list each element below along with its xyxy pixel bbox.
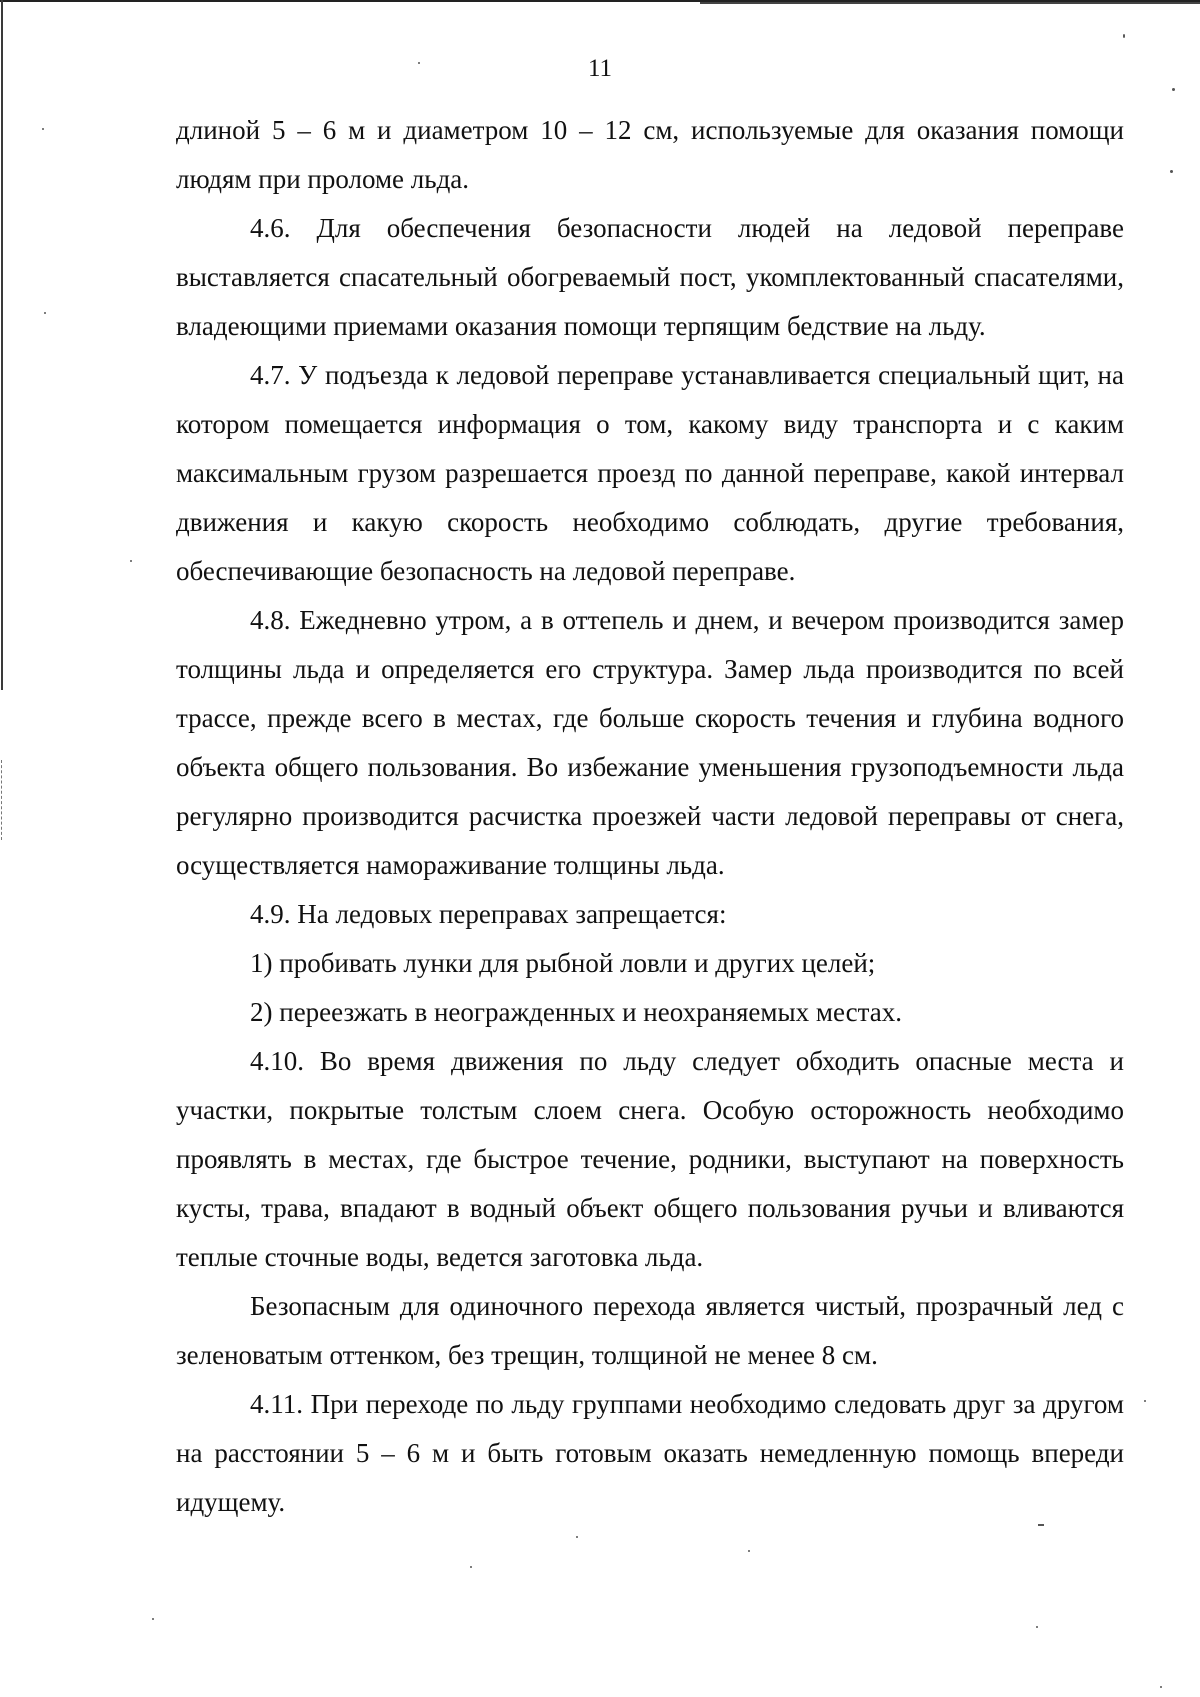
- scan-left-edge: [1, 0, 3, 690]
- scan-speck: [1172, 88, 1175, 91]
- scan-top-edge-segment: [700, 2, 1200, 4]
- scan-speck: [42, 128, 44, 130]
- scan-speck: [470, 1566, 472, 1568]
- paragraph-4-9: 4.9. На ледовых переправах запрещается:: [250, 899, 727, 929]
- paragraph-4-7: 4.7. У подъезда к ледовой переправе устанавливается специальный щит, на котором помещается информация о том, какому виду транспорта и с каким максимальным грузом разрешается проезд по данной переправе, какой интервал движения и какую скорость необходимо соблюдать, другие требования, обеспечивающие безопасность на ледовой переправе.: [176, 360, 1124, 586]
- scan-speck: [1123, 34, 1125, 38]
- scan-speck: [1170, 170, 1173, 173]
- scan-speck: [152, 1618, 154, 1620]
- scan-left-edge-dashed: [1, 760, 3, 840]
- paragraph-safe-ice: Безопасным для одиночного перехода является чистый, прозрачный лед с зеленоватым оттенком, без трещин, толщиной не менее 8 см.: [176, 1291, 1124, 1370]
- paragraph-4-11: 4.11. При переходе по льду группами необходимо следовать друг за другом на расстоянии 5 – 6 м и быть готовым оказать немедленную помощь впереди идущему.: [176, 1389, 1124, 1517]
- scan-speck: [1036, 1626, 1038, 1628]
- scan-speck: [748, 1550, 750, 1552]
- paragraph-4-8: 4.8. Ежедневно утром, а в оттепель и днем, и вечером производится замер толщины льда и определяется его структура. Замер льда производится по всей трассе, прежде всего в местах, где больше скорость течения и глубина водного объекта общего пользования. Во избежание уменьшения грузоподъемности льда регулярно производится расчистка проезжей части ледовой переправы от снега, осуществляется намораживание толщины льда.: [176, 605, 1124, 880]
- scan-speck: [130, 560, 132, 562]
- page-number: 11: [587, 55, 613, 82]
- scan-speck: [1144, 1400, 1146, 1402]
- paragraph-4-6: 4.6. Для обеспечения безопасности людей на ледовой переправе выставляется спасательный обогреваемый пост, укомплектованный спасателями, владеющими приемами оказания помощи терпящим бедствие на льду.: [176, 213, 1124, 341]
- list-item-2: 2) переезжать в неогражденных и неохраняемых местах.: [250, 997, 902, 1027]
- paragraph-4-10: 4.10. Во время движения по льду следует обходить опасные места и участки, покрытые толстым слоем снега. Особую осторожность необходимо проявлять в местах, где быстрое течение, родники, выступают на поверхность кусты, трава, впадают в водный объект общего пользования ручьи и вливаются теплые сточные воды, ведется заготовка льда.: [176, 1046, 1124, 1272]
- document-body: [176, 106, 1124, 1527]
- scan-speck: [44, 312, 46, 314]
- list-item-1: 1) пробивать лунки для рыбной ловли и других целей;: [250, 948, 876, 978]
- scan-speck: [1160, 1686, 1162, 1688]
- scan-speck: [576, 1536, 578, 1538]
- paragraph-continuation: длиной 5 – 6 м и диаметром 10 – 12 см, используемые для оказания помощи людям при проломе льда.: [176, 115, 1124, 194]
